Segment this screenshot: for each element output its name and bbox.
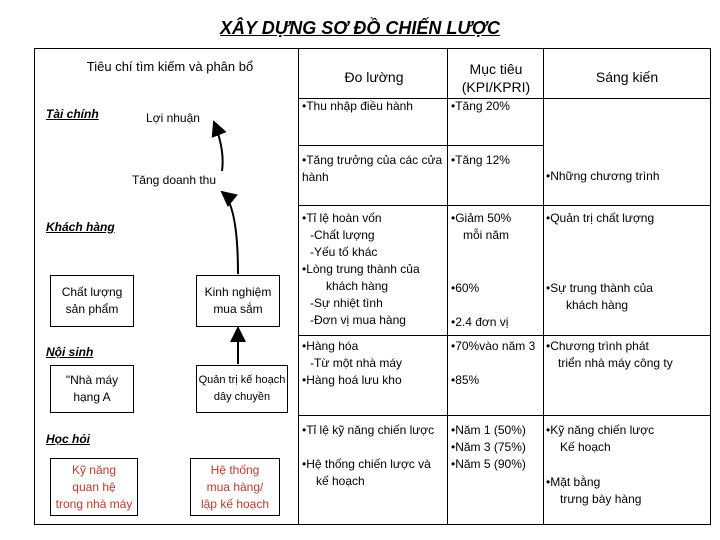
target-year-3: Năm 3 (75%) [455,440,526,454]
initiative-programs [546,168,660,185]
target-reduce-50-text: Giảm 50% [455,211,512,225]
measure-other-factors: -Yếu tố khác [310,245,378,259]
target-units-text: 2.4 đơn vị [455,315,509,329]
measure-plan: kế hoạch [316,474,365,488]
node-chain-line1: Quản trị kế hoạch [198,374,286,386]
header-criteria: Tiêu chí tìm kiếm và phân bổ [86,59,254,74]
node-shopping-experience-line1: Kinh nghiệm [204,285,272,299]
initiative-factory-text: Chương trình phát [550,339,649,353]
header-target-line2: (KPI/KPRI) [461,79,531,95]
section-internal: Nội sinh [46,345,94,359]
initiative-skills-text: Kỹ năng chiến lược [550,423,655,437]
target-85 [451,372,479,389]
target-units [451,314,508,331]
measure-operating-income [302,98,413,115]
initiative-loyalty-text: Sự trung thành của [550,281,653,295]
target-60-text: 60% [455,281,480,295]
node-relationship-skills [50,458,138,516]
initiative-display [546,474,641,508]
measure-learning-block [302,422,434,490]
measure-store-growth-text-2: hành [302,170,329,184]
node-skills-line3: trong nhà máy [55,496,133,511]
node-product-quality-line1: Chất lượng [61,285,123,299]
node-skills-line2: quan hệ [72,479,116,494]
measure-customer-block [302,210,420,329]
target-60 [451,280,479,297]
target-12 [451,152,510,169]
node-shopping-experience-line2: mua sắm [213,302,263,316]
initiative-skills-text-2: Kế hoạch [560,440,611,454]
arrow-revenue-to-profit [214,122,223,171]
target-20 [451,98,510,115]
target-85-text: 85% [455,373,480,387]
measure-quality: -Chất lượng [310,228,375,242]
initiative-display-text: Mặt bằng [550,475,601,489]
node-shopping-experience [196,275,280,327]
node-system-line2: mua hàng/ [206,479,264,494]
node-revenue: Tăng doanh thu [131,173,217,187]
initiative-factory-program [546,338,673,372]
header-initiative: Sáng kiến [595,69,659,85]
node-skills-line1: Kỹ năng [71,462,117,477]
page-title: XÂY DỰNG SƠ ĐỒ CHIẾN LƯỢC [220,18,500,38]
measure-skill-ratio: Tỉ lệ kỹ năng chiến lược [306,423,435,437]
measure-loyalty: Lòng trung thành của [306,262,420,276]
arrow-experience-to-revenue [222,192,238,274]
target-year-1: Năm 1 (50%) [455,423,526,437]
measure-loyalty-customers: khách hàng [326,279,389,293]
node-factory-line1: "Nhà máy [65,373,119,387]
target-70-text: 70%vào năm 3 [455,339,536,353]
initiative-display-text-2: trưng bày hàng [560,492,642,506]
node-profit: Lợi nhuận [146,111,200,125]
measure-goods: Hàng hóa [306,339,359,353]
measure-internal-block [302,338,402,389]
target-20-text: Tăng 20% [455,99,510,113]
target-year-5: Năm 5 (90%) [455,457,526,471]
measure-purchase-units: -Đơn vị mua hàng [310,313,406,327]
measure-operating-income-text: Thu nhập điều hành [306,99,413,113]
target-per-year: mỗi năm [463,228,510,242]
initiative-programs-text: Những chương trình [550,169,660,183]
node-chain-line2: dây chuyền [213,391,271,403]
initiative-factory-text-2: triển nhà máy công ty [558,356,673,370]
measure-inventory: Hàng hoá lưu kho [306,373,402,387]
section-learning: Học hỏi [46,432,90,446]
initiative-loyalty-text-2: khách hàng [566,298,629,312]
measure-strategy-system: Hệ thống chiến lược và [306,457,431,471]
target-12-text: Tăng 12% [455,153,510,167]
measure-store-growth-text: Tăng trưởng của các cửa [306,153,443,167]
node-product-quality [50,275,134,327]
initiative-quality [546,210,654,227]
node-product-quality-line2: sản phẩm [65,302,119,316]
target-70 [451,338,535,355]
header-measure: Đo lường [344,69,404,85]
target-reduce-50 [451,210,511,244]
node-system-line3: lập kế hoạch [200,496,270,511]
node-chain-planning [196,365,288,413]
section-finance: Tài chính [46,107,99,121]
measure-enthusiasm: -Sự nhiệt tình [310,296,383,310]
target-years-block [451,422,526,473]
header-target-line1: Mục tiêu [469,61,523,77]
node-system-line1: Hệ thống [210,462,260,477]
measure-from-factory: -Từ một nhà máy [310,356,403,370]
measure-store-growth [302,152,442,186]
initiative-skills [546,422,654,456]
node-purchasing-system [190,458,280,516]
measure-roi: Tỉ lệ hoàn vốn [306,211,382,225]
initiative-quality-text: Quản trị chất lượng [550,211,655,225]
section-customer: Khách hàng [46,220,115,234]
node-factory-grade-a [50,365,134,413]
initiative-loyalty [546,280,653,314]
node-factory-line2: hạng A [73,390,111,404]
